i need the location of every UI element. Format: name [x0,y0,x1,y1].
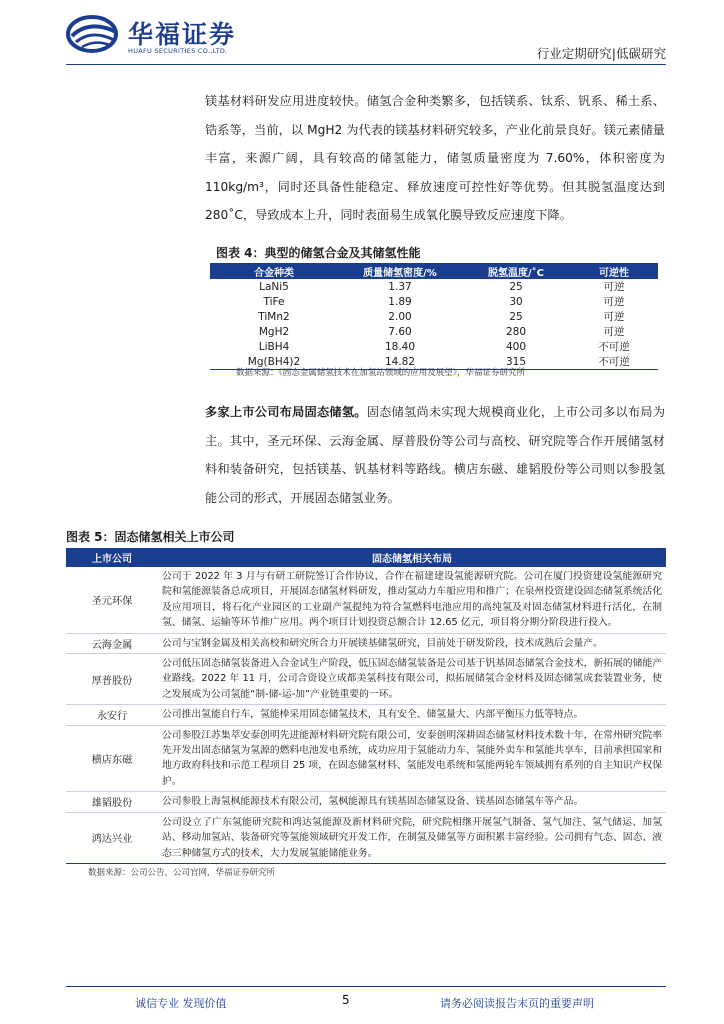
cell: 25 [509,310,523,323]
company-name: 圣元环保 [66,567,158,633]
header-reversibility: 可逆性 [570,263,658,279]
table-row [210,339,658,354]
cell: LaNi5 [259,280,289,293]
header-temp: 脱氢温度/˚C [462,263,570,279]
figure5-title: 图表 5：固态储氢相关上市公司 [66,530,235,544]
cell: 可逆 [603,311,625,323]
paragraph-body: 固态储氢尚未实现大规模商业化，上市公司多以布局为主。其中，圣元环保、云海金属、厚普股份等公司与高校、研究院等合作开展储氢材料和装备研究，包括镁基、钒基材料等路线。横店东磁、雄韬股份等公司则以参股氢能公司的形式，开展固态储氢业务。 [205,405,666,505]
brand-name-cn: 华福证券 [128,20,237,49]
company-desc: 公司推出氢能自行车，氢能棒采用固态储氢技术，具有安全、储氢量大、内部平衡压力低等特点。 [158,705,666,725]
footer-disclaimer: 请务必阅读报告末页的重要声明 [440,997,594,1010]
cell: 2.00 [388,310,412,323]
footer-divider [66,986,666,987]
companies-table [66,548,666,864]
cell: 可逆 [603,326,625,338]
header-density: 质量储氢密度/% [338,263,462,279]
cell: 25 [509,280,523,293]
company-desc: 公司于 2022 年 3 月与有研工研院签订合作协议，合作在福建建设氢能源研究院。公司在厦门投资建设氢能源研究院和氢能源装备总成项目，开展固态储氢材料研发，推动氢动力车船应用和推广；在泉州投资建设固态储氢系统活化及应用项目，将石化产业园区的工业副产氢提纯为符合氢燃料电池应用的高纯氢及对固态储氢材料进行活化，在制氢、储氢、运输等环节推广应用。两个项目计划投资总额合计 12.65 亿元，项目将分期分阶段进行投入。 [158,567,666,633]
paragraph-magnesium: 镁基材料研发应用进度较快。储氢合金种类繁多，包括镁系、钛系、钒系、稀土系、锆系等，当前，以 MgH2 为代表的镁基材料研究较多，产业化前景良好。镁元素储量丰富，来源广阔，具有较高的储氢能力，储氢质量密度为 7.60%，体积密度为 110kg/m³，同时还具备性能稳定、释放速度可控性好等优势。但其脱氢温度达到 280˚C，导致成本上升，同时表面易生成氧化膜导致反应速度下降。 [205,94,665,222]
cell: 14.82 [338,354,462,370]
table-row [66,725,666,792]
figure5-source: 数据来源：公司公告，公司官网，华福证券研究所 [88,868,276,878]
brand-name-en: HUAFU SECURITIES CO.,LTD. [128,47,228,55]
company-logo [66,12,266,60]
table-row [210,294,658,309]
cell: LiBH4 [258,340,290,353]
table-row [66,567,666,633]
table-row [66,792,666,812]
table-header-row [210,263,658,279]
cell: 18.40 [384,340,416,353]
company-name: 厚普股份 [66,654,158,705]
company-name: 横店东磁 [66,725,158,792]
header-divider [66,64,666,65]
cell: 1.89 [388,295,412,308]
table-row [66,812,666,863]
cell: 280 [505,325,527,338]
company-desc: 公司参股上海氢枫能源技术有限公司，氢枫能源具有镁基固态储氢设备、镁基固态储氢车等产品。 [158,792,666,812]
cell: 315 [462,354,570,370]
table-header-row [66,548,666,567]
table-row [66,705,666,725]
cell: 400 [505,340,527,353]
cell: 可逆 [603,281,625,293]
cell: 不可逆 [598,341,630,353]
alloy-table [210,263,658,370]
cell: 可逆 [603,296,625,308]
paragraph-lead: 多家上市公司布局固态储氢。 [205,405,367,419]
company-name: 鸿达兴业 [66,812,158,863]
cell: TiFe [263,295,285,308]
cell: MgH2 [258,325,290,338]
header-alloy: 合金种类 [210,263,338,279]
cell: 30 [509,295,523,308]
company-desc: 公司低压固态储氢装备进入合金试生产阶段，低压固态储氢装备是公司基于钒基固态储氢合金技术，新拓展的储能产业路线。2022 年 11 月，公司合资设立成都美氢科技有限公司，拟拓展储氢合金材料及固态储氢成套装置业务，使之发展成为公司氢能“制-储-运-加”产业链重要的一环。 [158,654,666,705]
figure4-title: 图表 4：典型的储氢合金及其储氢性能 [216,246,421,260]
page-number: 5 [342,993,350,1007]
cell: 不可逆 [570,354,658,370]
table-row [210,279,658,294]
table-row [66,633,666,653]
table-row [210,324,658,339]
company-desc: 公司参股江苏集萃安泰创明先进能源材料研究院有限公司，安泰创明深耕固态储氢材料技术数十年，在常州研究院率先开发出固态储氢为氢源的燃料电池发电系统，成功应用于氢能动力车、氢能外卖车和氢能共享车，目前承担国家和地方政府科技和示范工程项目 25 项，在固态储氢材料、氢能发电系统和氢能两轮车领域拥有系列的自主知识产权保护。 [158,725,666,792]
table-row [66,654,666,705]
company-name: 永安行 [66,705,158,725]
figure4-source: 数据来源：《固态金属储氢技术在加氢站领域的应用及展望》，华福证券研究所 [236,368,526,378]
table-row [210,309,658,324]
huafu-logo-icon [66,14,122,54]
company-desc: 公司与宝钢金属及相关高校和研究所合力开展镁基储氢研究，目前处于研发阶段，技术成熟后会量产。 [158,633,666,653]
company-name: 雄韬股份 [66,792,158,812]
cell: 7.60 [388,325,412,338]
cell: Mg(BH4)2 [210,354,338,370]
report-type: 行业定期研究|低碳研究 [536,46,666,61]
footer-slogan: 诚信专业 发现价值 [135,997,227,1010]
paragraph-listed-companies [205,398,665,512]
cell: 1.37 [388,280,412,293]
cell: TiMn2 [258,310,290,323]
company-desc: 公司设立了广东氢能研究院和鸿达氢能源及新材料研究院，研究院相继开展氢气制备、氢气加注、氢气储运、加氢站、移动加氢站、装备研究等氢能领域研究开发工作，在制氢及储氢等方面积累丰富经验。公司拥有气态、固态、液态三种储氢方式的技术，大力发展氢能储能业务。 [158,812,666,863]
company-name: 云海金属 [66,633,158,653]
header-layout: 固态储氢相关布局 [158,548,666,567]
header-company: 上市公司 [66,548,158,567]
